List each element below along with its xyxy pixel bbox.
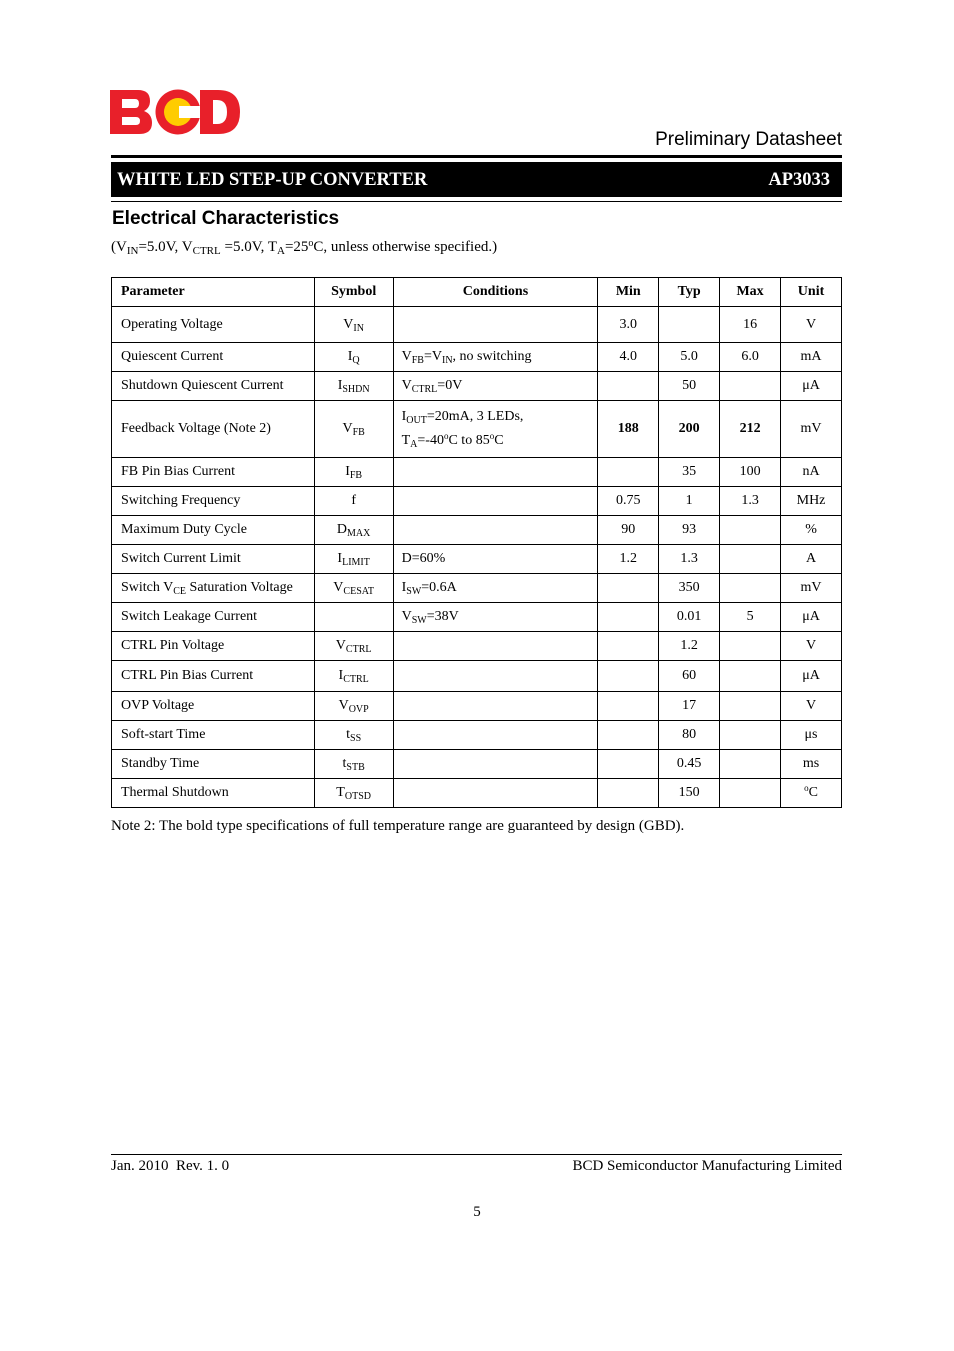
- cell-conditions: [393, 487, 598, 516]
- cell-typ: 0.45: [659, 750, 720, 779]
- cell-symbol: f: [314, 487, 393, 516]
- cell-conditions: D=60%: [393, 545, 598, 574]
- cell-typ: 35: [659, 458, 720, 487]
- table-row: [112, 721, 842, 750]
- cell-typ: 93: [659, 516, 720, 545]
- cell-parameter: Thermal Shutdown: [112, 779, 315, 808]
- cell-parameter: Quiescent Current: [112, 343, 315, 372]
- cell-min: [598, 661, 659, 692]
- cell-min: [598, 779, 659, 808]
- footer-company: BCD Semiconductor Manufacturing Limited: [572, 1158, 842, 1174]
- table-row: [112, 458, 842, 487]
- title-banner: [111, 162, 842, 197]
- cell-parameter: CTRL Pin Voltage: [112, 632, 315, 661]
- cell-typ: 1.2: [659, 632, 720, 661]
- cell-typ: [659, 307, 720, 343]
- cell-symbol: $D_{MAX}$: [314, 516, 393, 545]
- cell-conditions: $I_{OUT}=20mA$, 3 LEDs, $T_A=-40^oC$ to 85$^o$C: [393, 401, 598, 458]
- page-number: 5: [473, 1204, 481, 1220]
- table-row: [112, 401, 842, 458]
- cell-parameter: Switch Current Limit: [112, 545, 315, 574]
- cell-parameter: Soft-start Time: [112, 721, 315, 750]
- cell-symbol: $t_{SS}$: [314, 721, 393, 750]
- cell-symbol: $V_{CESAT}$: [314, 574, 393, 603]
- cell-unit: μA: [781, 603, 842, 632]
- table-row: [112, 574, 842, 603]
- cell-min: [598, 603, 659, 632]
- cell-typ: 60: [659, 661, 720, 692]
- cell-parameter: Switch $V_{CE}$ Saturation Voltage: [112, 574, 315, 603]
- cell-typ: 0.01: [659, 603, 720, 632]
- col-header-parameter: Parameter: [112, 278, 315, 307]
- cell-conditions: [393, 516, 598, 545]
- cell-conditions: [393, 632, 598, 661]
- cell-min: [598, 632, 659, 661]
- table-row: [112, 545, 842, 574]
- cell-parameter: CTRL Pin Bias Current: [112, 661, 315, 692]
- cell-min: 3.0: [598, 307, 659, 343]
- cell-unit: V: [781, 692, 842, 721]
- cell-unit: V: [781, 632, 842, 661]
- cell-conditions: [393, 750, 598, 779]
- cell-conditions: $V_{FB}=V_{IN}$, no switching: [393, 343, 598, 372]
- cell-max: [720, 721, 781, 750]
- col-header-min: Min: [598, 278, 659, 307]
- cell-min: [598, 750, 659, 779]
- cell-symbol: $I_Q$: [314, 343, 393, 372]
- cell-unit: μA: [781, 661, 842, 692]
- cell-min: 188: [598, 401, 659, 458]
- cell-symbol: $I_{CTRL}$: [314, 661, 393, 692]
- electrical-characteristics-table: [111, 277, 842, 808]
- cell-parameter: Switching Frequency: [112, 487, 315, 516]
- cell-min: [598, 721, 659, 750]
- cell-min: 4.0: [598, 343, 659, 372]
- cell-max: [720, 692, 781, 721]
- cell-parameter: Operating Voltage: [112, 307, 315, 343]
- cell-min: [598, 574, 659, 603]
- cell-max: 6.0: [720, 343, 781, 372]
- table-row: [112, 692, 842, 721]
- cell-conditions: $V_{CTRL}=0V$: [393, 372, 598, 401]
- cell-symbol: $V_{OVP}$: [314, 692, 393, 721]
- col-header-conditions: Conditions: [393, 278, 598, 307]
- table-row: [112, 307, 842, 343]
- cell-conditions: [393, 721, 598, 750]
- table-row: [112, 603, 842, 632]
- cell-unit: %: [781, 516, 842, 545]
- cell-min: [598, 692, 659, 721]
- footer-rule: [111, 1154, 842, 1155]
- bcd-logo: [110, 88, 242, 136]
- cell-conditions: [393, 779, 598, 808]
- cell-max: 1.3: [720, 487, 781, 516]
- cell-max: [720, 574, 781, 603]
- table-note: Note 2: The bold type specifications of full temperature range are guaranteed by design (GBD).: [111, 818, 685, 834]
- cell-max: 5: [720, 603, 781, 632]
- cell-typ: 150: [659, 779, 720, 808]
- cell-conditions: [393, 307, 598, 343]
- cell-unit: μs: [781, 721, 842, 750]
- cell-unit: V: [781, 307, 842, 343]
- cell-min: 1.2: [598, 545, 659, 574]
- col-header-max: Max: [720, 278, 781, 307]
- cell-max: [720, 516, 781, 545]
- footer-date-rev: Jan. 2010 Rev. 1. 0: [111, 1158, 230, 1174]
- cell-unit: mV: [781, 401, 842, 458]
- cell-symbol: $V_{CTRL}$: [314, 632, 393, 661]
- cell-typ: 80: [659, 721, 720, 750]
- cell-min: [598, 372, 659, 401]
- cell-parameter: Shutdown Quiescent Current: [112, 372, 315, 401]
- cell-parameter: OVP Voltage: [112, 692, 315, 721]
- header-rule: [111, 155, 842, 158]
- cell-unit: MHz: [781, 487, 842, 516]
- cell-unit: mV: [781, 574, 842, 603]
- table-row: [112, 487, 842, 516]
- cell-typ: 17: [659, 692, 720, 721]
- cell-max: 212: [720, 401, 781, 458]
- product-title: WHITE LED STEP-UP CONVERTER: [117, 170, 428, 190]
- cell-unit: A: [781, 545, 842, 574]
- cell-parameter: FB Pin Bias Current: [112, 458, 315, 487]
- cell-conditions: $V_{SW}=38V$: [393, 603, 598, 632]
- cell-unit: $^o$C: [781, 779, 842, 808]
- cell-max: [720, 661, 781, 692]
- doc-status: Preliminary Datasheet: [655, 129, 842, 150]
- cell-typ: 350: [659, 574, 720, 603]
- cell-symbol: $t_{STB}$: [314, 750, 393, 779]
- cell-unit: mA: [781, 343, 842, 372]
- logo-letter-b: [110, 90, 152, 134]
- cell-max: [720, 632, 781, 661]
- cell-max: [720, 545, 781, 574]
- cell-parameter: Maximum Duty Cycle: [112, 516, 315, 545]
- col-header-unit: Unit: [781, 278, 842, 307]
- test-conditions: ($V_{IN}=5.0V$, $V_{CTRL} =5.0V$, $T_A=25^oC$, unless otherwise specified.): [111, 238, 498, 257]
- cell-symbol: $I_{FB}$: [314, 458, 393, 487]
- cell-symbol: $V_{IN}$: [314, 307, 393, 343]
- table-row: [112, 343, 842, 372]
- cell-max: [720, 750, 781, 779]
- cell-parameter: Feedback Voltage (Note 2): [112, 401, 315, 458]
- part-number: AP3033: [768, 170, 830, 190]
- table-row: [112, 779, 842, 808]
- table-row: [112, 632, 842, 661]
- cell-symbol: $I_{LIMIT}$: [314, 545, 393, 574]
- cell-typ: 200: [659, 401, 720, 458]
- col-header-symbol: Symbol: [314, 278, 393, 307]
- table-row: [112, 372, 842, 401]
- cell-min: 90: [598, 516, 659, 545]
- table-row: [112, 516, 842, 545]
- cell-symbol: [314, 603, 393, 632]
- cell-symbol: $I_{SHDN}$: [314, 372, 393, 401]
- cell-unit: ms: [781, 750, 842, 779]
- cell-unit: μA: [781, 372, 842, 401]
- cell-conditions: [393, 458, 598, 487]
- cell-max: 100: [720, 458, 781, 487]
- cell-symbol: $T_{OTSD}$: [314, 779, 393, 808]
- header-rule-thin: [111, 201, 842, 202]
- cell-parameter: Switch Leakage Current: [112, 603, 315, 632]
- cell-typ: 50: [659, 372, 720, 401]
- cell-conditions: $I_{SW}=0.6A$: [393, 574, 598, 603]
- table-header-row: [112, 278, 842, 307]
- logo-letter-d: [200, 90, 240, 134]
- table-row: [112, 750, 842, 779]
- table-row: [112, 661, 842, 692]
- cell-typ: 5.0: [659, 343, 720, 372]
- cell-symbol: $V_{FB}$: [314, 401, 393, 458]
- cell-max: 16: [720, 307, 781, 343]
- cell-conditions: [393, 661, 598, 692]
- col-header-typ: Typ: [659, 278, 720, 307]
- cell-typ: 1.3: [659, 545, 720, 574]
- cell-min: [598, 458, 659, 487]
- cell-unit: nA: [781, 458, 842, 487]
- cell-max: [720, 779, 781, 808]
- cell-conditions: [393, 692, 598, 721]
- cell-min: 0.75: [598, 487, 659, 516]
- cell-parameter: Standby Time: [112, 750, 315, 779]
- section-title: Electrical Characteristics: [112, 208, 340, 229]
- cell-max: [720, 372, 781, 401]
- cell-typ: 1: [659, 487, 720, 516]
